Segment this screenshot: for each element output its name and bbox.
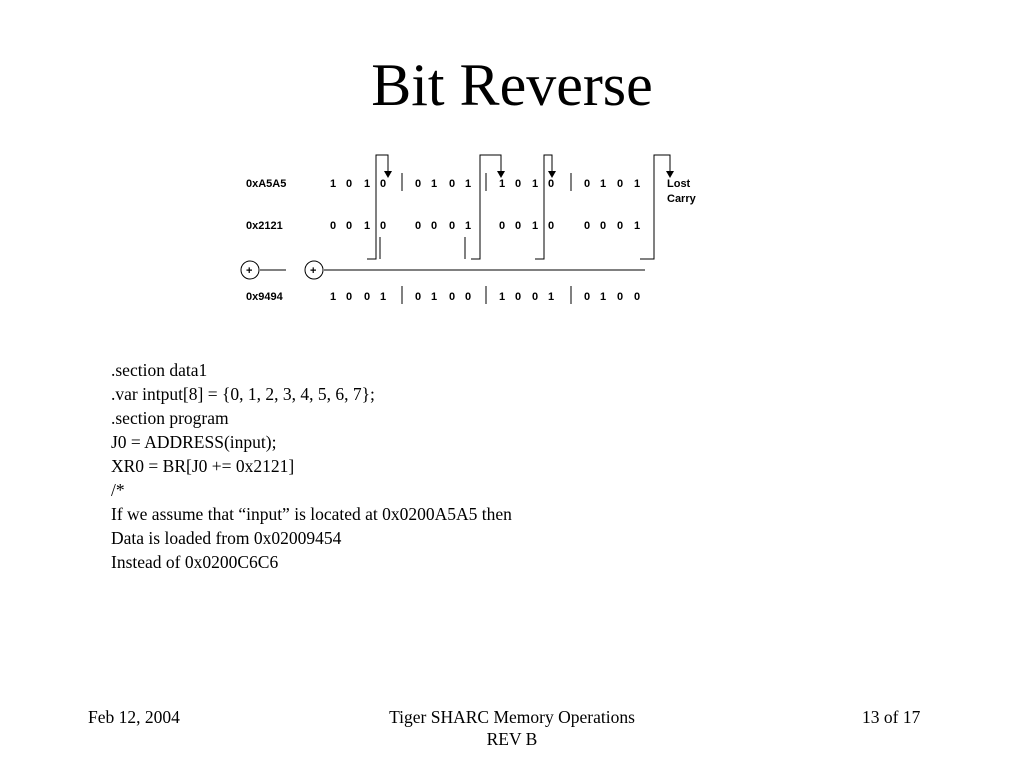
bit: 1 (431, 178, 438, 190)
bit: 0 (431, 220, 438, 232)
code-line: J0 = ADDRESS(input); (111, 432, 277, 452)
bit: 0 (600, 220, 607, 232)
bit: 0 (548, 178, 555, 190)
code-line: Instead of 0x0200C6C6 (111, 552, 279, 572)
code-line: Data is loaded from 0x02009454 (111, 528, 342, 548)
bit: 1 (600, 291, 607, 303)
bit: 0 (415, 291, 422, 303)
bit: 1 (634, 220, 641, 232)
bit: 1 (330, 178, 337, 190)
code-line: /* (111, 480, 125, 500)
code-line: .var intput[8] = {0, 1, 2, 3, 4, 5, 6, 7}; (111, 384, 375, 404)
bit: 0 (532, 291, 539, 303)
bit: 0 (415, 220, 422, 232)
bit: 1 (465, 220, 472, 232)
bit: 1 (330, 291, 337, 303)
bit: 1 (431, 291, 438, 303)
plus-sign: + (310, 265, 317, 277)
bit: 0 (380, 178, 387, 190)
bit: 0 (449, 220, 456, 232)
row-label-2121: 0x2121 (246, 220, 283, 232)
bit: 1 (600, 178, 607, 190)
bit: 1 (364, 220, 371, 232)
code-line: .section data1 (111, 360, 208, 380)
bit: 1 (548, 291, 555, 303)
bit: 0 (617, 178, 624, 190)
arrowhead (548, 171, 556, 178)
carry-arrowheads (384, 171, 674, 178)
bit: 0 (380, 220, 387, 232)
bit: 0 (584, 220, 591, 232)
bit: 1 (634, 178, 641, 190)
adder (241, 261, 645, 279)
arrowhead (384, 171, 392, 178)
bit: 0 (515, 178, 522, 190)
plus-sign: + (246, 265, 253, 277)
bits-row-9494 (330, 291, 640, 303)
footer-date: Feb 12, 2004 (88, 707, 180, 727)
lost-carry-label: Lost (667, 178, 691, 190)
bit: 0 (465, 291, 472, 303)
bit: 0 (515, 291, 522, 303)
code-line: If we assume that “input” is located at 0x0200A5A5 then (111, 504, 512, 524)
nibble-separators (402, 173, 571, 304)
bit: 0 (584, 291, 591, 303)
bit-reverse-diagram (230, 145, 730, 315)
row-label-9494: 0x9494 (246, 291, 283, 303)
lost-carry-label-line2: Carry (667, 193, 696, 205)
footer-title (312, 706, 712, 750)
bit: 0 (548, 220, 555, 232)
bit: 0 (449, 291, 456, 303)
code-block (111, 358, 512, 574)
bit: 0 (330, 220, 337, 232)
bit: 1 (499, 178, 506, 190)
code-line: XR0 = BR[J0 += 0x2121] (111, 456, 295, 476)
bit: 0 (364, 291, 371, 303)
bit: 0 (346, 220, 353, 232)
slide-title: Bit Reverse (371, 52, 653, 118)
bit: 1 (465, 178, 472, 190)
carry-path-1 (367, 155, 388, 259)
bit: 0 (415, 178, 422, 190)
footer-title-line1: Tiger SHARC Memory Operations (389, 707, 635, 727)
bits-row-2121 (330, 220, 640, 232)
bit: 0 (617, 291, 624, 303)
bit: 1 (499, 291, 506, 303)
bit: 0 (584, 178, 591, 190)
footer-title-line2: REV B (486, 729, 538, 749)
bit: 0 (634, 291, 641, 303)
bit: 0 (346, 178, 353, 190)
carry-path-4 (640, 155, 670, 259)
bit: 1 (532, 220, 539, 232)
bit: 1 (532, 178, 539, 190)
bit: 0 (449, 178, 456, 190)
arrowhead (666, 171, 674, 178)
arrowhead (497, 171, 505, 178)
carry-path-3 (535, 155, 555, 259)
footer-page-number: 13 of 17 (862, 707, 921, 727)
bit: 0 (617, 220, 624, 232)
bit: 1 (380, 291, 387, 303)
bit: 0 (499, 220, 506, 232)
row-label-a5a5: 0xA5A5 (246, 178, 287, 190)
carry-path-2 (471, 155, 501, 259)
bit: 1 (364, 178, 371, 190)
carry-path-5 (380, 237, 465, 259)
bits-row-a5a5 (330, 178, 640, 190)
bit: 0 (515, 220, 522, 232)
code-line: .section program (111, 408, 229, 428)
bit: 0 (346, 291, 353, 303)
carry-paths (367, 155, 670, 259)
